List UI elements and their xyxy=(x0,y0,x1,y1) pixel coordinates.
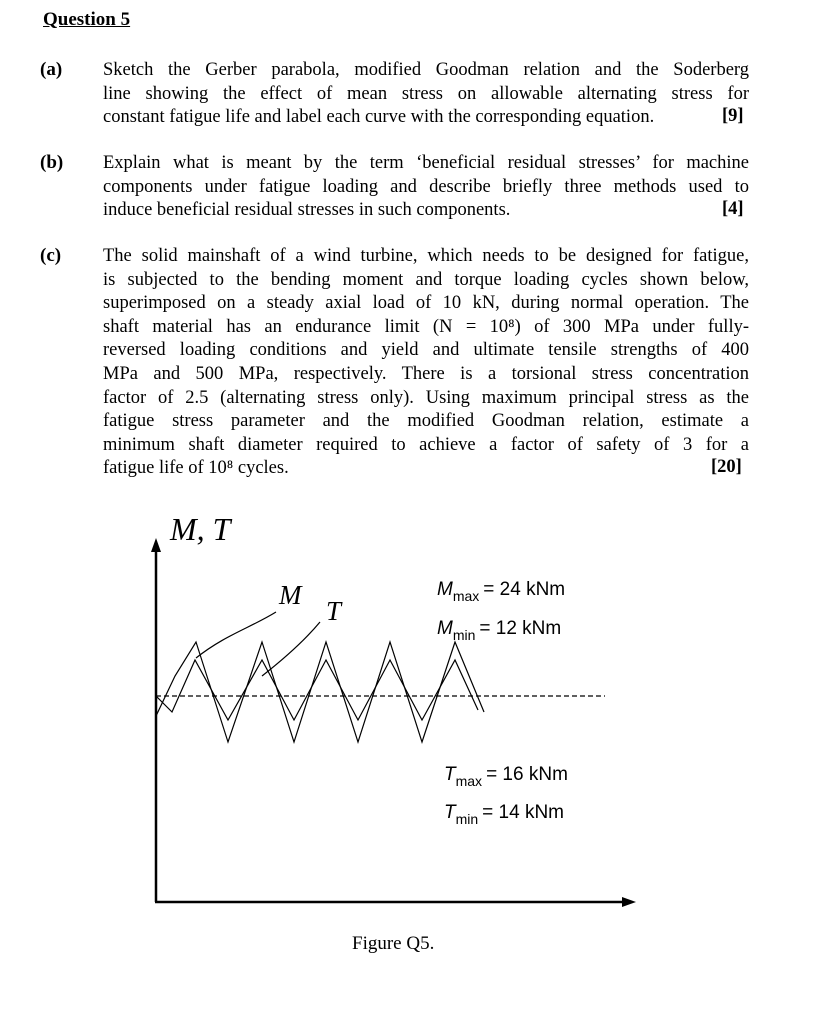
m-min-subscript: min xyxy=(452,627,476,643)
m-min-symbol: M xyxy=(437,618,453,639)
m-min-label xyxy=(437,618,561,643)
y-axis-arrow xyxy=(151,538,161,552)
part-a-mark: [9] xyxy=(722,106,744,126)
text-line: components under fatigue loading and describe briefly three methods used to xyxy=(103,176,749,197)
t-max-label xyxy=(444,764,568,789)
m-leader-line xyxy=(196,612,276,658)
part-a-label: (a) xyxy=(40,59,63,80)
text-line: minimum shaft diameter required to achieve a factor of safety of 3 for a xyxy=(103,434,749,455)
text-line: shaft material has an endurance limit (N = 10⁸) of 300 MPa under fully- xyxy=(103,316,749,337)
text-line: factor of 2.5 (alternating stress only). Using maximum principal stress as the xyxy=(103,387,749,408)
text-line: induce beneficial residual stresses in such components. xyxy=(103,200,511,221)
part-b-label: (b) xyxy=(40,152,64,173)
m-max-subscript: max xyxy=(452,588,480,604)
text-line: reversed loading conditions and yield and ultimate tensile strengths of 400 xyxy=(103,340,749,361)
m-max-value: = 24 kNm xyxy=(483,579,566,600)
text-line: is subjected to the bending moment and torque loading cycles shown below, xyxy=(103,269,749,290)
t-min-symbol: T xyxy=(444,802,456,823)
part-b-mark: [4] xyxy=(722,199,744,219)
text-line: line showing the effect of mean stress on allowable alternating stress for xyxy=(103,83,749,104)
moment-waveform xyxy=(156,642,484,742)
text-line: The solid mainshaft of a wind turbine, which needs to be designed for fatigue, xyxy=(103,246,749,266)
x-axis-arrow xyxy=(622,897,636,907)
part-c-text xyxy=(103,245,749,481)
m-curve-label: M xyxy=(279,580,302,610)
part-c-label: (c) xyxy=(40,245,62,266)
t-max-symbol: T xyxy=(444,764,456,785)
text-line: fatigue life of 10⁸ cycles. xyxy=(103,458,289,479)
part-c-mark: [20] xyxy=(711,457,742,477)
t-max-subscript: max xyxy=(455,773,483,789)
t-max-value: = 16 kNm xyxy=(486,764,568,785)
text-line: constant fatigue life and label each curve with the corresponding equation. xyxy=(103,107,655,128)
text-line: Sketch the Gerber parabola, modified Goodman relation and the Soderberg xyxy=(103,60,749,80)
t-min-value: = 14 kNm xyxy=(482,802,565,823)
part-a-text xyxy=(103,59,749,130)
text-line: MPa and 500 MPa, respectively. There is a torsional stress concentration xyxy=(103,363,749,384)
figure-q5 xyxy=(0,500,821,930)
part-b-text xyxy=(103,152,749,223)
axis-label: M, T xyxy=(170,511,231,547)
question-title: Question 5 xyxy=(43,9,131,30)
t-curve-label: T xyxy=(326,596,342,626)
m-max-label xyxy=(437,579,565,604)
t-min-label xyxy=(444,802,564,827)
m-min-value: = 12 kNm xyxy=(479,618,562,639)
m-max-symbol: M xyxy=(437,579,453,600)
text-line: superimposed on a steady axial load of 10 kN, during normal operation. The xyxy=(103,293,749,314)
figure-caption: Figure Q5. xyxy=(352,933,435,954)
text-line: Explain what is meant by the term ‘beneficial residual stresses’ for machine xyxy=(103,153,749,173)
t-min-subscript: min xyxy=(455,811,479,827)
text-line: fatigue stress parameter and the modified Goodman relation, estimate a xyxy=(103,411,749,432)
